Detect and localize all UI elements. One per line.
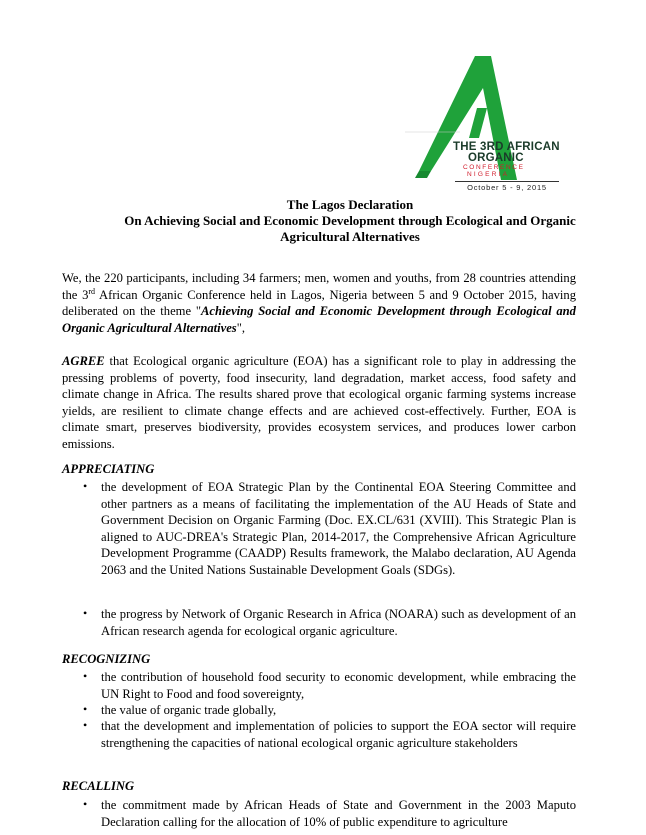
bullet-icon: • [83, 718, 88, 732]
heading-recalling: RECALLING [62, 779, 135, 793]
bullet-icon: • [83, 702, 88, 716]
title-line-1: The Lagos Declaration [286, 197, 414, 212]
intro-sup: rd [88, 286, 96, 296]
agree-text: that Ecological organic agriculture (EOA) has a significant role to play in addressing the pressing problems of poverty, food insecurity, land degradation, market access, food safety and climate change in Africa. The results shared prove that ecological organic farming systems increase yields, are resilient to climate change effects and are achieved cost-effectively. Further, EOA is climate smart, preserves biodiversity, provides ecosystem services, and produces lower carbon emissions. [62, 354, 576, 451]
recognizing-item-1: the contribution of household food security to economic development, while embracing the UN Right to Food and food sovereignty, [101, 670, 576, 701]
bullet-icon: • [83, 479, 88, 493]
bullet-icon: • [83, 797, 88, 811]
logo-line-1: THE 3RD AFRICAN [453, 141, 560, 153]
title-line-3: Agricultural Alternatives [280, 229, 420, 244]
intro-paragraph [62, 270, 576, 336]
recognizing-item-3: that the development and implementation of policies to support the EOA sector will require strengthening the capacities of national ecological organic agriculture stakeholders [101, 719, 576, 750]
recalling-item-1: the commitment made by African Heads of State and Government in the 2003 Maputo Declaration calling for the allocation of 10% of public expenditure to agriculture [101, 798, 576, 829]
recognizing-item-2: the value of organic trade globally, [101, 703, 277, 717]
appreciating-item-2: the progress by Network of Organic Research in Africa (NOARA) such as development of an African research agenda for ecological organic agriculture. [101, 607, 576, 638]
logo-line-4: NIGERIA [467, 171, 510, 178]
heading-appreciating: APPRECIATING [62, 462, 155, 476]
intro-closing: ", [236, 320, 245, 335]
conference-logo [405, 48, 570, 196]
intro-theme: Achieving Social and Economic Development through Ecological and Organic Agricultural Alternatives [62, 304, 576, 335]
appreciating-item-1: the development of EOA Strategic Plan by the Continental EOA Steering Committee and other partners as a means of facilitating the implementation of the AU Heads of State and Government Decision on Organic Farming (Doc. EX.CL/631 (XVIII). This Strategic Plan is aligned to AUC-DREA's Strategic Plan, 2014-2017, the Comprehensive African Agriculture Development Programme (CAADP) Results framework, the Malabo declaration, AU Agenda 2063 and the United Nations Sustainable Development Goals (SDGs). [101, 480, 576, 577]
logo-line-2: ORGANIC [468, 152, 524, 164]
agree-keyword: AGREE [62, 354, 105, 368]
bullet-icon: • [83, 606, 88, 620]
heading-recognizing: RECOGNIZING [62, 652, 151, 666]
agree-paragraph [62, 353, 576, 452]
intro-text-2: African Organic Conference held in Lagos, Nigeria between 5 and 9 October 2015, having deliberated on the theme " [62, 287, 576, 318]
title-line-2: On Achieving Social and Economic Development through Ecological and Organic [124, 213, 576, 228]
bullet-icon: • [83, 669, 88, 683]
logo-line-3: CONFERENCE [463, 164, 525, 171]
logo-dates: October 5 - 9, 2015 [455, 181, 559, 192]
intro-text-1: We, the 220 participants, including 34 farmers; men, women and youths, from 28 countries attending the 3 [62, 271, 576, 302]
